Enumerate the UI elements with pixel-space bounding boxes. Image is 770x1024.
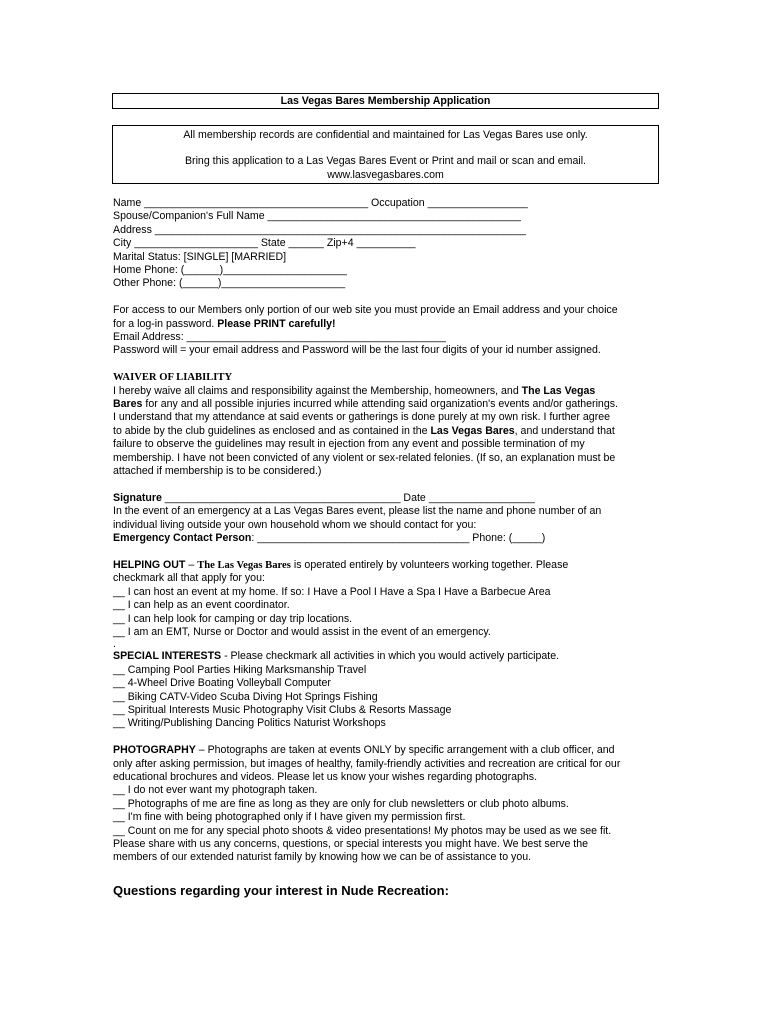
stray-dot: . <box>113 638 116 651</box>
notice-line-2: Bring this application to a Las Vegas Bares Event or Print and mail or scan and email. <box>184 155 586 168</box>
home-phone-field[interactable]: Home Phone: (______)_____________________ <box>113 264 347 277</box>
interest-item-2[interactable]: __ 4-Wheel Drive Boating Volleyball Computer <box>113 677 331 690</box>
interest-item-3[interactable]: __ Biking CATV-Video Scuba Diving Hot Springs Fishing <box>113 690 378 703</box>
photography-intro: PHOTOGRAPHY – Photographs are taken at events ONLY by specific arrangement with a club officer, and <box>113 744 615 757</box>
photography-text-3: educational brochures and videos. Please let us know your wishes regarding photographs. <box>113 770 538 783</box>
emergency-text-1: In the event of an emergency at a Las Vegas Bares event, please list the name and phone number of an <box>113 505 602 518</box>
helping-out-intro: HELPING OUT – The Las Vegas Bares is operated entirely by volunteers working together. Please <box>113 558 569 571</box>
password-note: Password will = your email address and Password will be the last four digits of your id number assigned. <box>113 344 601 357</box>
interest-item-5[interactable]: __ Writing/Publishing Dancing Politics Naturist Workshops <box>113 717 386 730</box>
interest-item-4[interactable]: __ Spiritual Interests Music Photography Visit Clubs & Resorts Massage <box>113 703 452 716</box>
notice-line-1: All membership records are confidential and maintained for Las Vegas Bares use only. <box>183 129 588 141</box>
email-field[interactable]: Email Address: ____________________________________________ <box>113 331 446 344</box>
signature-field[interactable]: Signature ________________________________________ Date __________________ <box>113 491 535 504</box>
city-state-zip-field[interactable]: City _____________________ State ______ Zip+4 __________ <box>113 237 416 250</box>
name-occupation-field[interactable]: Name ______________________________________ Occupation _________________ <box>113 197 528 209</box>
access-text-2: for a log-in password. Please PRINT carefully! <box>113 317 336 330</box>
form-title: Las Vegas Bares Membership Application <box>112 93 659 109</box>
waiver-line-4: to abide by the club guidelines as enclosed and as contained in the Las Vegas Bares, and understand that <box>113 424 615 437</box>
emergency-contact-field[interactable]: Emergency Contact Person: ____________________________________ Phone: (_____) <box>113 532 546 545</box>
helping-item-coordinator[interactable]: __ I can help as an event coordinator. <box>113 599 290 612</box>
print-carefully: Please PRINT carefully! <box>217 317 336 330</box>
photo-item-permission[interactable]: __ I'm fine with being photographed only if I have given my permission first. <box>113 811 466 824</box>
photo-item-special[interactable]: __ Count on me for any special photo shoots & video presentations! My photos may be used as we see fit. <box>113 824 612 837</box>
closing-text-2: members of our extended naturist family by knowing how we can be of assistance to you. <box>113 851 532 864</box>
photography-text-2: only after asking permission, but images of healthy, family-friendly activities and recreation are critical for our <box>113 757 621 770</box>
website-link[interactable]: www.lasvegasbares.com <box>327 168 444 181</box>
waiver-line-6: membership. I have not been convicted of any violent or sex-related felonies. (If so, an explanation must be <box>113 451 616 464</box>
questions-heading: Questions regarding your interest in Nude Recreation: <box>113 883 449 898</box>
waiver-line-7: attached if membership is to be considered.) <box>113 465 322 478</box>
waiver-heading: WAIVER OF LIABILITY <box>113 372 233 384</box>
waiver-line-1: I hereby waive all claims and responsibility against the Membership, homeowners, and The Las Vegas <box>113 384 596 397</box>
other-phone-field[interactable]: Other Phone: (______)_____________________ <box>113 277 346 290</box>
waiver-line-5: failure to observe the guidelines may result in ejection from any event and possible termination of my <box>113 438 585 451</box>
photo-item-newsletters[interactable]: __ Photographs of me are fine as long as they are only for club newsletters or club photo albums. <box>113 797 569 810</box>
address-field[interactable]: Address _______________________________________________________________ <box>113 223 526 236</box>
photo-item-never[interactable]: __ I do not ever want my photograph taken. <box>113 784 318 797</box>
helping-out-instruction: checkmark all that apply for you: <box>113 572 265 585</box>
special-interests-intro: SPECIAL INTERESTS - Please checkmark all activities in which you would actively participate. <box>113 650 560 663</box>
access-text-1: For access to our Members only portion of our web site you must provide an Email address and your choice <box>113 304 618 317</box>
closing-text-1: Please share with us any concerns, questions, or special interests you might have. We best serve the <box>113 838 589 851</box>
spouse-field[interactable]: Spouse/Companion's Full Name ___________________________________________ <box>113 210 521 223</box>
waiver-line-2: Bares for any and all possible injuries incurred while attending said organization's events and/or gatherings. <box>113 398 618 411</box>
helping-item-host[interactable]: __ I can host an event at my home. If so: I Have a Pool I Have a Spa I Have a Barbecue Area <box>113 585 551 598</box>
form-body <box>113 197 661 865</box>
waiver-line-3: I understand that my attendance at said events or gatherings is done purely at my own risk. I further agree <box>113 411 611 424</box>
interest-item-1[interactable]: __ Camping Pool Parties Hiking Marksmanship Travel <box>113 663 367 676</box>
confidentiality-notice <box>112 125 659 184</box>
helping-item-emt[interactable]: __ I am an EMT, Nurse or Doctor and would assist in the event of an emergency. <box>113 625 491 638</box>
helping-item-locations[interactable]: __ I can help look for camping or day trip locations. <box>113 612 353 625</box>
emergency-text-2: individual living outside your own household whom we should contact for you: <box>113 518 477 531</box>
marital-status-field[interactable]: Marital Status: [SINGLE] [MARRIED] <box>113 250 287 263</box>
